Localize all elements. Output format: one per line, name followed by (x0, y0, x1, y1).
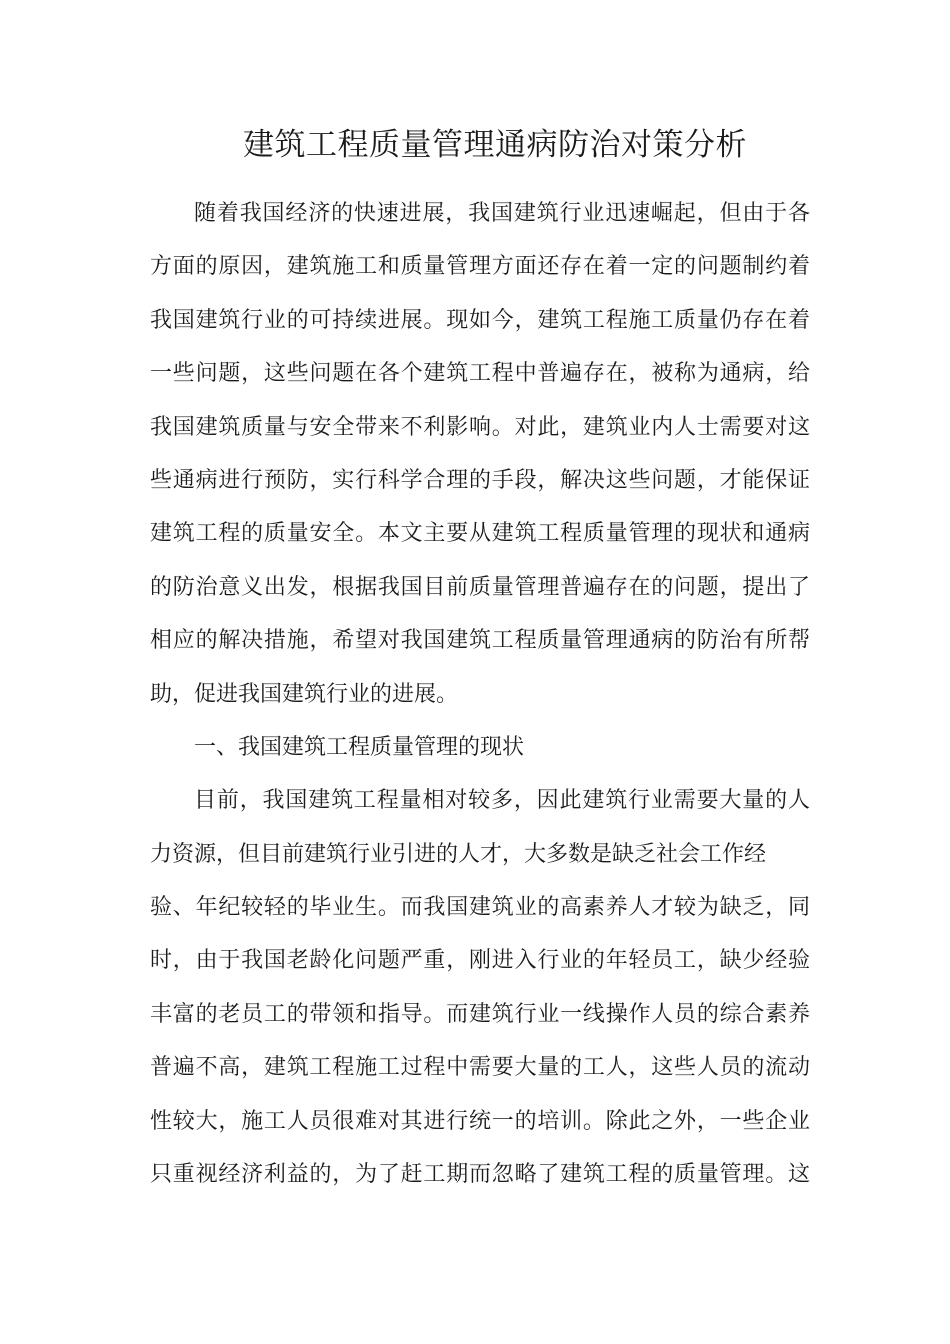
paragraph-line: 丰富的老员工的带领和指导。而建筑行业一线操作人员的综合素养 (150, 1001, 810, 1027)
document-body (150, 187, 810, 1201)
paragraph-line: 方面的原因，建筑施工和质量管理方面还存在着一定的问题制约着 (150, 254, 810, 280)
paragraph-line: 相应的解决措施，希望对我国建筑工程质量管理通病的防治有所帮 (150, 628, 810, 654)
section-heading: 一、我国建筑工程质量管理的现状 (194, 734, 525, 760)
paragraph-line: 助，促进我国建筑行业的进展。 (150, 681, 459, 707)
paragraph-line: 只重视经济利益的，为了赶工期而忽略了建筑工程的质量管理。这 (150, 1162, 810, 1188)
paragraph-line: 一些问题，这些问题在各个建筑工程中普遍存在，被称为通病，给 (150, 361, 810, 387)
paragraph-line: 我国建筑质量与安全带来不利影响。对此，建筑业内人士需要对这 (150, 414, 810, 440)
paragraph-line: 建筑工程的质量安全。本文主要从建筑工程质量管理的现状和通病 (150, 521, 810, 547)
paragraph-line: 力资源，但目前建筑行业引进的人才，大多数是缺乏社会工作经 (150, 841, 767, 867)
paragraph-line: 我国建筑行业的可持续进展。现如今，建筑工程施工质量仍存在着 (150, 307, 810, 333)
paragraph-line: 普遍不高，建筑工程施工过程中需要大量的工人，这些人员的流动 (150, 1055, 810, 1081)
paragraph-line: 性较大，施工人员很难对其进行统一的培训。除此之外，一些企业 (150, 1108, 810, 1134)
paragraph-line: 些通病进行预防，实行科学合理的手段，解决这些问题，才能保证 (150, 467, 810, 493)
paragraph-line: 目前，我国建筑工程量相对较多，因此建筑行业需要大量的人 (194, 788, 810, 814)
document-title: 建筑工程质量管理通病防治对策分析 (243, 127, 747, 163)
paragraph-line: 的防治意义出发，根据我国目前质量管理普遍存在的问题，提出了 (150, 574, 810, 600)
paragraph-line: 时，由于我国老龄化问题严重，刚进入行业的年轻员工，缺少经验 (150, 948, 810, 974)
paragraph-line: 随着我国经济的快速进展，我国建筑行业迅速崛起，但由于各 (194, 201, 810, 226)
paragraph-line: 验、年纪较轻的毕业生。而我国建筑业的高素养人才较为缺乏，同 (150, 895, 810, 921)
